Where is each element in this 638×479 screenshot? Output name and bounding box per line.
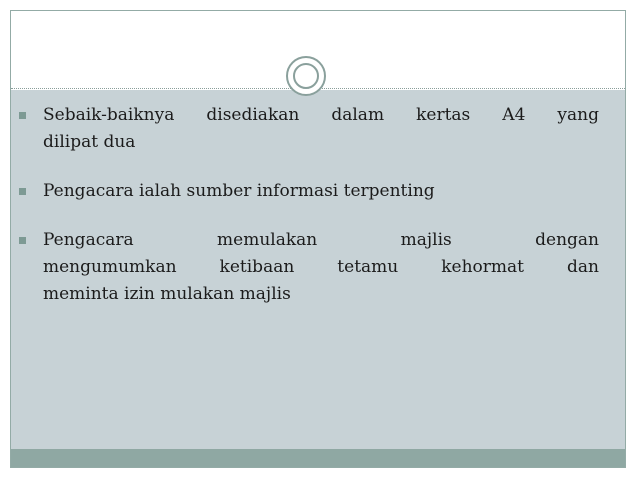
bullet-3-line-1: Pengacara memulakan majlis dengan [43, 230, 599, 250]
square-bullet-icon [19, 112, 26, 119]
bullet-list [15, 102, 599, 330]
bullet-item-1 [15, 102, 599, 156]
ornament-inner-ring [293, 63, 319, 89]
bullet-2-line-1: Pengacara ialah sumber informasi terpenting [43, 181, 435, 201]
bullet-item-2 [15, 178, 599, 205]
bullet-3-line-3: meminta izin mulakan majlis [43, 284, 291, 304]
bullet-3-line-2: mengumumkan ketibaan tetamu kehormat dan [43, 257, 599, 277]
square-bullet-icon [19, 188, 26, 195]
footer-bar [11, 449, 625, 467]
bullet-item-3 [15, 227, 599, 308]
bullet-1-line-1: Sebaik-baiknya disediakan dalam kertas A4 yang [43, 105, 599, 125]
double-circle-ornament-icon [286, 56, 326, 96]
square-bullet-icon [19, 237, 26, 244]
bullet-1-line-2: dilipat dua [43, 132, 136, 152]
